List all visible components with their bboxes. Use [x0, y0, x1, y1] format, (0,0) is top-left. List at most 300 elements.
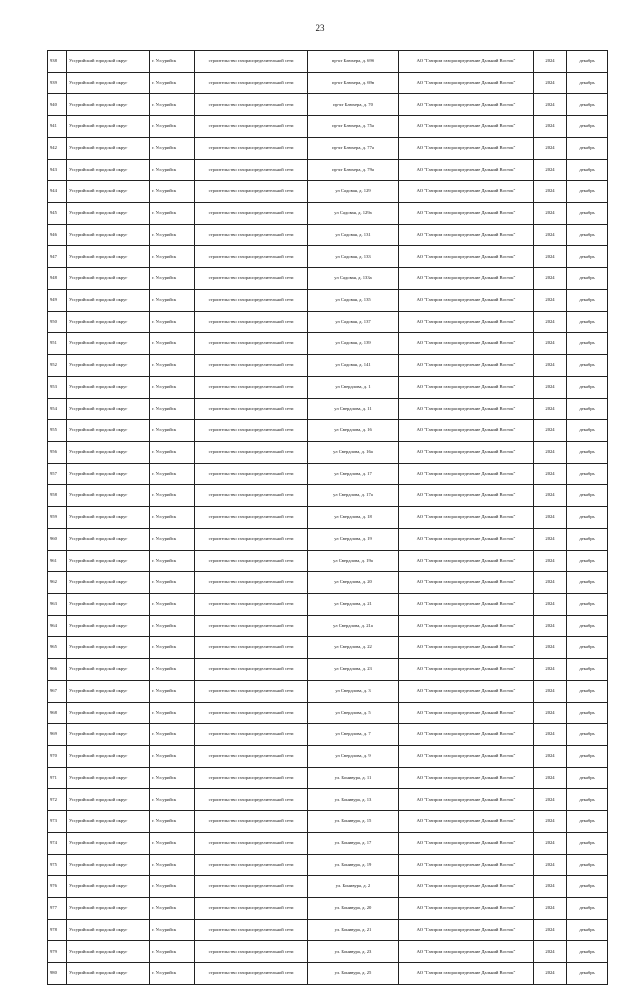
table-row [48, 659, 608, 681]
table-row [48, 333, 608, 355]
address-cell: ул Садовая, д. 133 [308, 246, 399, 268]
organization-cell: АО "Газпром газораспределение Дальний Восток" [399, 72, 534, 94]
year-cell: 2024 [534, 181, 567, 203]
row-number-cell: 952 [48, 355, 67, 377]
address-cell: ул Свердлова, д. 9 [308, 746, 399, 768]
table-row [48, 854, 608, 876]
month-cell: декабрь [567, 159, 608, 181]
address-cell: ул. Бонивура, д. 15 [308, 811, 399, 833]
address-cell: ул. Бонивура, д. 2 [308, 876, 399, 898]
year-cell: 2024 [534, 94, 567, 116]
month-cell: декабрь [567, 528, 608, 550]
work-type-cell: строительство газораспределительной сети [195, 311, 308, 333]
district-cell: Уссурийский городской округ [67, 94, 150, 116]
city-cell: г. Уссурийск [150, 181, 195, 203]
work-type-cell: строительство газораспределительной сети [195, 832, 308, 854]
district-cell: Уссурийский городской округ [67, 181, 150, 203]
month-cell: декабрь [567, 680, 608, 702]
address-cell: ул Садовая, д. 129 [308, 181, 399, 203]
month-cell: декабрь [567, 94, 608, 116]
month-cell: декабрь [567, 659, 608, 681]
organization-cell: АО "Газпром газораспределение Дальний Восток" [399, 311, 534, 333]
city-cell: г. Уссурийск [150, 615, 195, 637]
work-type-cell: строительство газораспределительной сети [195, 680, 308, 702]
organization-cell: АО "Газпром газораспределение Дальний Восток" [399, 767, 534, 789]
work-type-cell: строительство газораспределительной сети [195, 203, 308, 225]
year-cell: 2024 [534, 746, 567, 768]
row-number-cell: 940 [48, 94, 67, 116]
organization-cell: АО "Газпром газораспределение Дальний Восток" [399, 224, 534, 246]
organization-cell: АО "Газпром газораспределение Дальний Восток" [399, 637, 534, 659]
month-cell: декабрь [567, 832, 608, 854]
organization-cell: АО "Газпром газораспределение Дальний Восток" [399, 876, 534, 898]
month-cell: декабрь [567, 116, 608, 138]
organization-cell: АО "Газпром газораспределение Дальний Восток" [399, 246, 534, 268]
table-row [48, 593, 608, 615]
address-cell: пр-кт Блюхера, д. 69в [308, 72, 399, 94]
city-cell: г. Уссурийск [150, 767, 195, 789]
work-type-cell: строительство газораспределительной сети [195, 898, 308, 920]
district-cell: Уссурийский городской округ [67, 246, 150, 268]
month-cell: декабрь [567, 854, 608, 876]
row-number-cell: 965 [48, 637, 67, 659]
district-cell: Уссурийский городской округ [67, 919, 150, 941]
address-cell: ул Садовая, д. 137 [308, 311, 399, 333]
table-row [48, 507, 608, 529]
page-number: 23 [315, 23, 325, 33]
month-cell: декабрь [567, 637, 608, 659]
table-row [48, 355, 608, 377]
row-number-cell: 954 [48, 398, 67, 420]
table-row [48, 203, 608, 225]
city-cell: г. Уссурийск [150, 680, 195, 702]
address-cell: пр-кт Блюхера, д. 79а [308, 159, 399, 181]
row-number-cell: 950 [48, 311, 67, 333]
year-cell: 2024 [534, 789, 567, 811]
year-cell: 2024 [534, 724, 567, 746]
city-cell: г. Уссурийск [150, 919, 195, 941]
month-cell: декабрь [567, 789, 608, 811]
organization-cell: АО "Газпром газораспределение Дальний Восток" [399, 289, 534, 311]
organization-cell: АО "Газпром газораспределение Дальний Восток" [399, 680, 534, 702]
organization-cell: АО "Газпром газораспределение Дальний Восток" [399, 898, 534, 920]
work-type-cell: строительство газораспределительной сети [195, 963, 308, 985]
district-cell: Уссурийский городской округ [67, 289, 150, 311]
row-number-cell: 951 [48, 333, 67, 355]
month-cell: декабрь [567, 767, 608, 789]
year-cell: 2024 [534, 637, 567, 659]
year-cell: 2024 [534, 376, 567, 398]
month-cell: декабрь [567, 311, 608, 333]
year-cell: 2024 [534, 333, 567, 355]
table-row [48, 746, 608, 768]
organization-cell: АО "Газпром газораспределение Дальний Восток" [399, 159, 534, 181]
work-type-cell: строительство газораспределительной сети [195, 767, 308, 789]
work-type-cell: строительство газораспределительной сети [195, 463, 308, 485]
address-cell: ул. Бонивура, д. 17 [308, 832, 399, 854]
month-cell: декабрь [567, 268, 608, 290]
district-cell: Уссурийский городской округ [67, 463, 150, 485]
row-number-cell: 953 [48, 376, 67, 398]
address-cell: ул Свердлова, д. 17а [308, 485, 399, 507]
year-cell: 2024 [534, 572, 567, 594]
work-type-cell: строительство газораспределительной сети [195, 637, 308, 659]
month-cell: декабрь [567, 441, 608, 463]
work-type-cell: строительство газораспределительной сети [195, 376, 308, 398]
city-cell: г. Уссурийск [150, 854, 195, 876]
month-cell: декабрь [567, 51, 608, 73]
district-cell: Уссурийский городской округ [67, 832, 150, 854]
row-number-cell: 955 [48, 420, 67, 442]
row-number-cell: 967 [48, 680, 67, 702]
table-row [48, 72, 608, 94]
work-type-cell: строительство газораспределительной сети [195, 224, 308, 246]
work-type-cell: строительство газораспределительной сети [195, 72, 308, 94]
year-cell: 2024 [534, 137, 567, 159]
district-cell: Уссурийский городской округ [67, 767, 150, 789]
city-cell: г. Уссурийск [150, 289, 195, 311]
district-cell: Уссурийский городской округ [67, 376, 150, 398]
city-cell: г. Уссурийск [150, 203, 195, 225]
year-cell: 2024 [534, 811, 567, 833]
district-cell: Уссурийский городской округ [67, 224, 150, 246]
organization-cell: АО "Газпром газораспределение Дальний Восток" [399, 724, 534, 746]
address-cell: ул Садовая, д. 135 [308, 289, 399, 311]
address-cell: ул Садовая, д. 131 [308, 224, 399, 246]
row-number-cell: 948 [48, 268, 67, 290]
year-cell: 2024 [534, 767, 567, 789]
year-cell: 2024 [534, 963, 567, 985]
work-type-cell: строительство газораспределительной сети [195, 746, 308, 768]
address-cell: ул Свердлова, д. 16 [308, 420, 399, 442]
district-cell: Уссурийский городской округ [67, 550, 150, 572]
district-cell: Уссурийский городской округ [67, 420, 150, 442]
row-number-cell: 970 [48, 746, 67, 768]
year-cell: 2024 [534, 441, 567, 463]
city-cell: г. Уссурийск [150, 355, 195, 377]
year-cell: 2024 [534, 507, 567, 529]
city-cell: г. Уссурийск [150, 898, 195, 920]
year-cell: 2024 [534, 550, 567, 572]
district-cell: Уссурийский городской округ [67, 876, 150, 898]
row-number-cell: 947 [48, 246, 67, 268]
table-row [48, 116, 608, 138]
month-cell: декабрь [567, 876, 608, 898]
city-cell: г. Уссурийск [150, 116, 195, 138]
table-row [48, 181, 608, 203]
month-cell: декабрь [567, 963, 608, 985]
work-type-cell: строительство газораспределительной сети [195, 528, 308, 550]
district-cell: Уссурийский городской округ [67, 398, 150, 420]
address-cell: ул Свердлова, д. 11 [308, 398, 399, 420]
month-cell: декабрь [567, 224, 608, 246]
work-type-cell: строительство газораспределительной сети [195, 550, 308, 572]
year-cell: 2024 [534, 289, 567, 311]
work-type-cell: строительство газораспределительной сети [195, 876, 308, 898]
organization-cell: АО "Газпром газораспределение Дальний Восток" [399, 463, 534, 485]
organization-cell: АО "Газпром газораспределение Дальний Восток" [399, 963, 534, 985]
year-cell: 2024 [534, 420, 567, 442]
district-cell: Уссурийский городской округ [67, 746, 150, 768]
district-cell: Уссурийский городской округ [67, 159, 150, 181]
organization-cell: АО "Газпром газораспределение Дальний Восток" [399, 811, 534, 833]
year-cell: 2024 [534, 485, 567, 507]
address-cell: ул Свердлова, д. 17 [308, 463, 399, 485]
work-type-cell: строительство газораспределительной сети [195, 289, 308, 311]
year-cell: 2024 [534, 702, 567, 724]
city-cell: г. Уссурийск [150, 94, 195, 116]
month-cell: декабрь [567, 137, 608, 159]
district-cell: Уссурийский городской округ [67, 137, 150, 159]
district-cell: Уссурийский городской округ [67, 854, 150, 876]
table-row [48, 876, 608, 898]
city-cell: г. Уссурийск [150, 789, 195, 811]
row-number-cell: 962 [48, 572, 67, 594]
table-row [48, 51, 608, 73]
city-cell: г. Уссурийск [150, 593, 195, 615]
year-cell: 2024 [534, 941, 567, 963]
month-cell: декабрь [567, 420, 608, 442]
row-number-cell: 964 [48, 615, 67, 637]
district-cell: Уссурийский городской округ [67, 615, 150, 637]
month-cell: декабрь [567, 898, 608, 920]
address-cell: ул Свердлова, д. 1 [308, 376, 399, 398]
month-cell: декабрь [567, 919, 608, 941]
city-cell: г. Уссурийск [150, 507, 195, 529]
address-cell: пр-кт Блюхера, д. 77а [308, 137, 399, 159]
work-type-cell: строительство газораспределительной сети [195, 268, 308, 290]
address-cell: ул Садовая, д. 139 [308, 333, 399, 355]
table-row [48, 550, 608, 572]
city-cell: г. Уссурийск [150, 724, 195, 746]
organization-cell: АО "Газпром газораспределение Дальний Восток" [399, 51, 534, 73]
district-cell: Уссурийский городской округ [67, 963, 150, 985]
row-number-cell: 942 [48, 137, 67, 159]
table-row [48, 941, 608, 963]
year-cell: 2024 [534, 159, 567, 181]
table-row [48, 376, 608, 398]
address-cell: ул. Бонивура, д. 23 [308, 941, 399, 963]
address-cell: ул Свердлова, д. 16а [308, 441, 399, 463]
row-number-cell: 969 [48, 724, 67, 746]
work-type-cell: строительство газораспределительной сети [195, 181, 308, 203]
city-cell: г. Уссурийск [150, 528, 195, 550]
district-cell: Уссурийский городской округ [67, 702, 150, 724]
city-cell: г. Уссурийск [150, 637, 195, 659]
work-type-cell: строительство газораспределительной сети [195, 116, 308, 138]
city-cell: г. Уссурийск [150, 550, 195, 572]
table-row [48, 528, 608, 550]
row-number-cell: 938 [48, 51, 67, 73]
table-row [48, 767, 608, 789]
organization-cell: АО "Газпром газораспределение Дальний Восток" [399, 398, 534, 420]
row-number-cell: 973 [48, 811, 67, 833]
table-row [48, 463, 608, 485]
organization-cell: АО "Газпром газораспределение Дальний Восток" [399, 116, 534, 138]
month-cell: декабрь [567, 702, 608, 724]
month-cell: декабрь [567, 485, 608, 507]
city-cell: г. Уссурийск [150, 224, 195, 246]
table-row [48, 572, 608, 594]
district-cell: Уссурийский городской округ [67, 898, 150, 920]
organization-cell: АО "Газпром газораспределение Дальний Восток" [399, 355, 534, 377]
address-cell: ул. Бонивура, д. 21 [308, 919, 399, 941]
row-number-cell: 961 [48, 550, 67, 572]
row-number-cell: 957 [48, 463, 67, 485]
work-type-cell: строительство газораспределительной сети [195, 789, 308, 811]
year-cell: 2024 [534, 919, 567, 941]
district-cell: Уссурийский городской округ [67, 116, 150, 138]
month-cell: декабрь [567, 615, 608, 637]
organization-cell: АО "Газпром газораспределение Дальний Восток" [399, 746, 534, 768]
row-number-cell: 977 [48, 898, 67, 920]
organization-cell: АО "Газпром газораспределение Дальний Восток" [399, 702, 534, 724]
city-cell: г. Уссурийск [150, 746, 195, 768]
month-cell: декабрь [567, 724, 608, 746]
row-number-cell: 968 [48, 702, 67, 724]
row-number-cell: 975 [48, 854, 67, 876]
row-number-cell: 946 [48, 224, 67, 246]
district-cell: Уссурийский городской округ [67, 680, 150, 702]
month-cell: декабрь [567, 72, 608, 94]
row-number-cell: 972 [48, 789, 67, 811]
month-cell: декабрь [567, 550, 608, 572]
organization-cell: АО "Газпром газораспределение Дальний Восток" [399, 919, 534, 941]
organization-cell: АО "Газпром газораспределение Дальний Восток" [399, 485, 534, 507]
registry-table-body [48, 51, 608, 985]
table-row [48, 224, 608, 246]
district-cell: Уссурийский городской округ [67, 593, 150, 615]
address-cell: ул Свердлова, д. 3 [308, 680, 399, 702]
district-cell: Уссурийский городской округ [67, 51, 150, 73]
month-cell: декабрь [567, 289, 608, 311]
organization-cell: АО "Газпром газораспределение Дальний Восток" [399, 333, 534, 355]
organization-cell: АО "Газпром газораспределение Дальний Восток" [399, 528, 534, 550]
district-cell: Уссурийский городской округ [67, 311, 150, 333]
city-cell: г. Уссурийск [150, 463, 195, 485]
district-cell: Уссурийский городской округ [67, 941, 150, 963]
organization-cell: АО "Газпром газораспределение Дальний Восток" [399, 941, 534, 963]
organization-cell: АО "Газпром газораспределение Дальний Восток" [399, 203, 534, 225]
year-cell: 2024 [534, 528, 567, 550]
year-cell: 2024 [534, 854, 567, 876]
row-number-cell: 949 [48, 289, 67, 311]
row-number-cell: 959 [48, 507, 67, 529]
work-type-cell: строительство газораспределительной сети [195, 398, 308, 420]
work-type-cell: строительство газораспределительной сети [195, 485, 308, 507]
table-row [48, 963, 608, 985]
row-number-cell: 979 [48, 941, 67, 963]
city-cell: г. Уссурийск [150, 485, 195, 507]
year-cell: 2024 [534, 355, 567, 377]
table-row [48, 680, 608, 702]
table-row [48, 246, 608, 268]
month-cell: декабрь [567, 811, 608, 833]
organization-cell: АО "Газпром газораспределение Дальний Восток" [399, 376, 534, 398]
year-cell: 2024 [534, 898, 567, 920]
district-cell: Уссурийский городской округ [67, 333, 150, 355]
address-cell: ул Свердлова, д. 5 [308, 702, 399, 724]
address-cell: ул Свердлова, д. 21 [308, 593, 399, 615]
work-type-cell: строительство газораспределительной сети [195, 51, 308, 73]
city-cell: г. Уссурийск [150, 268, 195, 290]
district-cell: Уссурийский городской округ [67, 441, 150, 463]
work-type-cell: строительство газораспределительной сети [195, 724, 308, 746]
district-cell: Уссурийский городской округ [67, 572, 150, 594]
address-cell: ул Садовая, д. 133а [308, 268, 399, 290]
row-number-cell: 966 [48, 659, 67, 681]
address-cell: ул Свердлова, д. 23 [308, 659, 399, 681]
organization-cell: АО "Газпром газораспределение Дальний Восток" [399, 420, 534, 442]
row-number-cell: 941 [48, 116, 67, 138]
address-cell: ул Свердлова, д. 19 [308, 528, 399, 550]
address-cell: ул Свердлова, д. 22 [308, 637, 399, 659]
month-cell: декабрь [567, 246, 608, 268]
city-cell: г. Уссурийск [150, 572, 195, 594]
month-cell: декабрь [567, 376, 608, 398]
year-cell: 2024 [534, 876, 567, 898]
address-cell: пр-кт Блюхера, д. 75а [308, 116, 399, 138]
year-cell: 2024 [534, 680, 567, 702]
district-cell: Уссурийский городской округ [67, 789, 150, 811]
row-number-cell: 976 [48, 876, 67, 898]
table-row [48, 615, 608, 637]
address-cell: пр-кт Блюхера, д. 69б [308, 51, 399, 73]
city-cell: г. Уссурийск [150, 246, 195, 268]
gasification-registry-table [47, 50, 608, 985]
row-number-cell: 945 [48, 203, 67, 225]
year-cell: 2024 [534, 72, 567, 94]
address-cell: ул Свердлова, д. 19а [308, 550, 399, 572]
table-row [48, 811, 608, 833]
table-row [48, 832, 608, 854]
organization-cell: АО "Газпром газораспределение Дальний Восток" [399, 572, 534, 594]
year-cell: 2024 [534, 116, 567, 138]
address-cell: ул Свердлова, д. 20 [308, 572, 399, 594]
city-cell: г. Уссурийск [150, 963, 195, 985]
work-type-cell: строительство газораспределительной сети [195, 137, 308, 159]
year-cell: 2024 [534, 51, 567, 73]
organization-cell: АО "Газпром газораспределение Дальний Восток" [399, 268, 534, 290]
work-type-cell: строительство газораспределительной сети [195, 615, 308, 637]
row-number-cell: 971 [48, 767, 67, 789]
organization-cell: АО "Газпром газораспределение Дальний Восток" [399, 181, 534, 203]
district-cell: Уссурийский городской округ [67, 485, 150, 507]
work-type-cell: строительство газораспределительной сети [195, 159, 308, 181]
district-cell: Уссурийский городской округ [67, 528, 150, 550]
row-number-cell: 944 [48, 181, 67, 203]
year-cell: 2024 [534, 615, 567, 637]
district-cell: Уссурийский городской округ [67, 659, 150, 681]
row-number-cell: 956 [48, 441, 67, 463]
work-type-cell: строительство газораспределительной сети [195, 811, 308, 833]
city-cell: г. Уссурийск [150, 72, 195, 94]
year-cell: 2024 [534, 224, 567, 246]
address-cell: ул. Бонивура, д. 25 [308, 963, 399, 985]
work-type-cell: строительство газораспределительной сети [195, 593, 308, 615]
work-type-cell: строительство газораспределительной сети [195, 420, 308, 442]
row-number-cell: 960 [48, 528, 67, 550]
address-cell: ул. Бонивура, д. 19 [308, 854, 399, 876]
address-cell: ул. Бонивура, д. 20 [308, 898, 399, 920]
year-cell: 2024 [534, 203, 567, 225]
organization-cell: АО "Газпром газораспределение Дальний Восток" [399, 507, 534, 529]
table-row [48, 137, 608, 159]
work-type-cell: строительство газораспределительной сети [195, 702, 308, 724]
work-type-cell: строительство газораспределительной сети [195, 94, 308, 116]
organization-cell: АО "Газпром газораспределение Дальний Восток" [399, 832, 534, 854]
row-number-cell: 958 [48, 485, 67, 507]
